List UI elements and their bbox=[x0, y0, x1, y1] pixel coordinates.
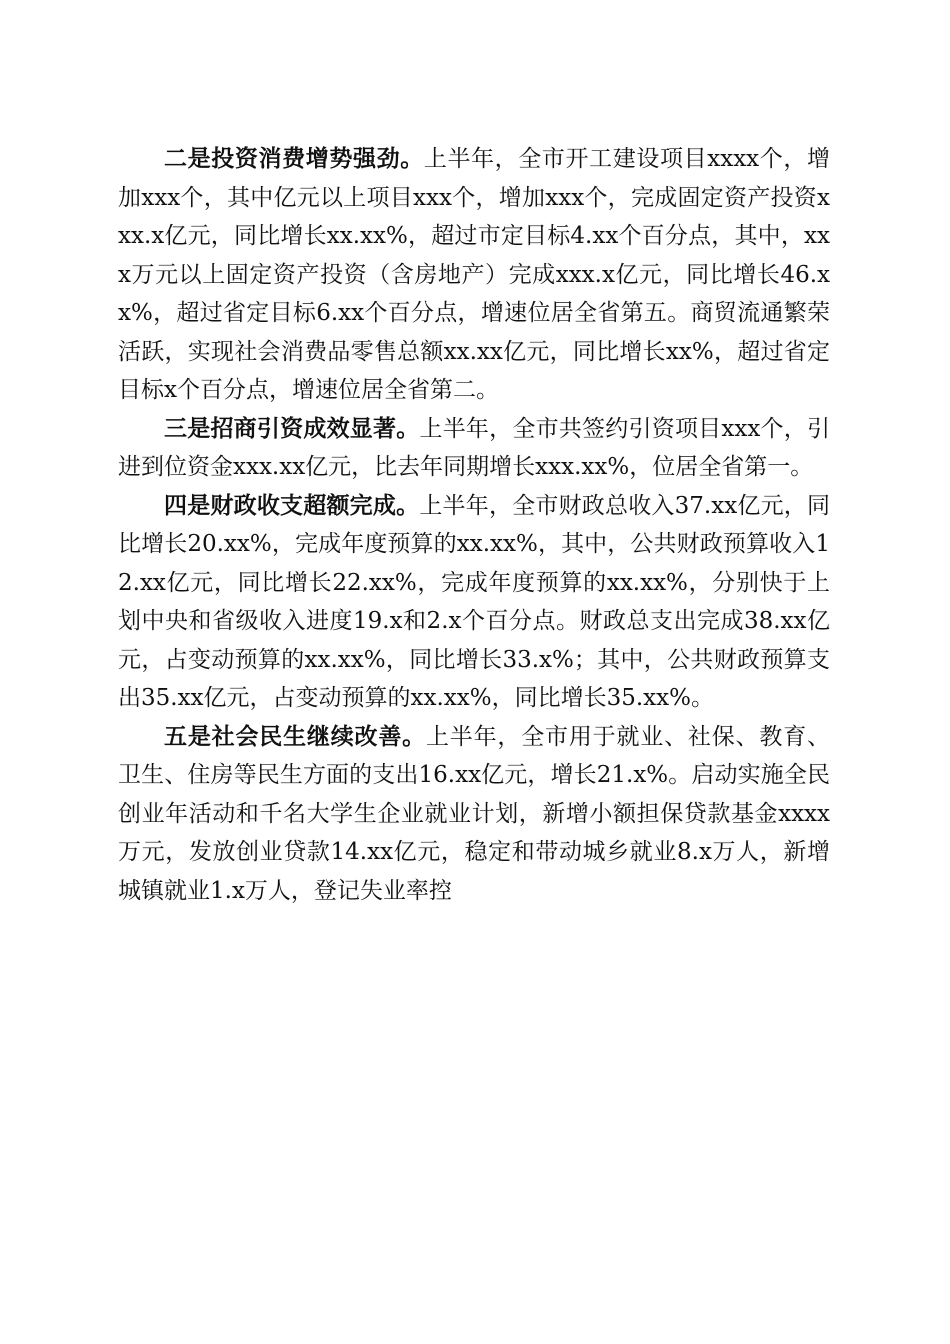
paragraph-investment bbox=[118, 140, 830, 410]
paragraph-body: 上半年，全市共签约引资项目xxx个，引进到位资金xxx.xx亿元，比去年同期增长xxx.xx%，位居全省第一。 bbox=[118, 415, 830, 480]
paragraph-heading: 二是投资消费增势强劲。 bbox=[164, 145, 424, 172]
document-page bbox=[118, 140, 830, 910]
paragraph-body: 上半年，全市财政总收入37.xx亿元，同比增长20.xx%，完成年度预算的xx.xx%，其中，公共财政预算收入12.xx亿元，同比增长22.xx%，完成年度预算的xx.xx%，分别快于上划中央和省级收入进度19.x和2.x个百分点。财政总支出完成38.xx亿元，占变动预算的xx.xx%，同比增长33.x%；其中，公共财政预算支出35.xx亿元，占变动预算的xx.xx%，同比增长35.xx%。 bbox=[118, 492, 831, 711]
paragraph-heading: 三是招商引资成效显著。 bbox=[164, 414, 420, 442]
paragraph-livelihood bbox=[118, 718, 830, 911]
paragraph-heading: 五是社会民生继续改善。 bbox=[164, 722, 426, 750]
paragraph-body: 上半年，全市用于就业、社保、教育、卫生、住房等民生方面的支出16.xx亿元，增长21.x%。启动实施全民创业年活动和千名大学生企业就业计划，新增小额担保贷款基金xxxx万元，发放创业贷款14.xx亿元，稳定和带动城乡就业8.x万人，新增城镇就业1.x万人，登记失业率控 bbox=[118, 723, 831, 904]
paragraph-heading: 四是财政收支超额完成。 bbox=[164, 491, 420, 519]
paragraph-investment-attraction bbox=[118, 410, 830, 487]
paragraph-finance bbox=[118, 487, 830, 718]
paragraph-body: 上半年，全市开工建设项目xxxx个，增加xxx个，其中亿元以上项目xxx个，增加xxx个，完成固定资产投资xxx.x亿元，同比增长xx.xx%，超过市定目标4.xx个百分点，其中，xxx万元以上固定资产投资（含房地产）完成xxx.x亿元，同比增长46.xx%，超过省定目标6.xx个百分点，增速位居全省第五。商贸流通繁荣活跃，实现社会消费品零售总额xx.xx亿元，同比增长xx%，超过省定目标x个百分点，增速位居全省第二。 bbox=[118, 146, 831, 403]
